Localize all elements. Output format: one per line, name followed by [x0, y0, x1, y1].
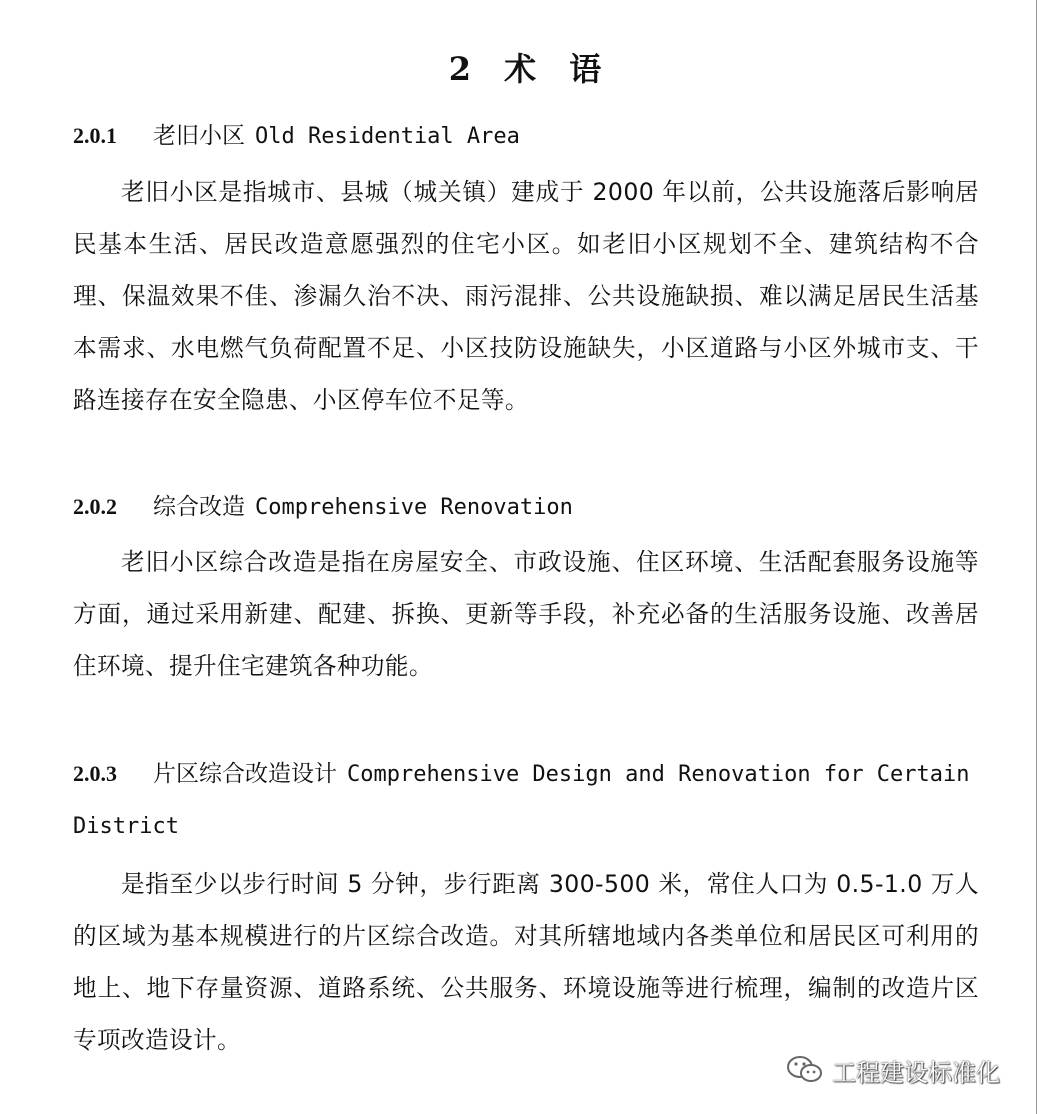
term-heading	[73, 110, 979, 163]
watermark-text: 工程建设标准化	[832, 1058, 1000, 1087]
page-edge-rule	[1036, 0, 1037, 1114]
term-heading	[73, 481, 979, 534]
chapter-title: 2 术 语	[448, 50, 604, 88]
term-name-cn: 老旧小区	[153, 123, 245, 149]
term-number: 2.0.2	[73, 494, 117, 519]
term-name-cn: 片区综合改造设计	[153, 761, 337, 787]
term-name-en-continued: District	[73, 814, 179, 839]
term-heading	[73, 748, 979, 853]
term-definition: 老旧小区综合改造是指在房屋安全、市政设施、住区环境、生活配套服务设施等方面，通过采用新建、配建、拆换、更新等手段，补充必备的生活服务设施、改善居住环境、提升住宅建筑各种功能。	[73, 548, 979, 680]
wechat-icon	[786, 1055, 824, 1085]
term-name-en: Comprehensive Design and Renovation for Certain	[347, 762, 970, 787]
term-name-en: Old Residential Area	[255, 124, 520, 149]
source-watermark	[786, 1050, 1000, 1090]
term-name-en: Comprehensive Renovation	[255, 495, 573, 520]
term-definition: 老旧小区是指城市、县城（城关镇）建成于 2000 年以前，公共设施落后影响居民基本生活、居民改造意愿强烈的住宅小区。如老旧小区规划不全、建筑结构不合理、保温效果不佳、渗漏久治不决、雨污混排、公共设施缺损、难以满足居民生活基本需求、水电燃气负荷配置不足、小区技防设施缺失，小区道路与小区外城市支、干路连接存在安全隐患、小区停车位不足等。	[73, 178, 979, 414]
term-number: 2.0.3	[73, 761, 117, 786]
term-name-cn: 综合改造	[153, 494, 245, 520]
term-number: 2.0.1	[73, 123, 117, 148]
term-definition: 是指至少以步行时间 5 分钟，步行距离 300-500 米，常住人口为 0.5-1.0 万人的区域为基本规模进行的片区综合改造。对其所辖地域内各类单位和居民区可利用的地上、地下存量资源、道路系统、公共服务、环境设施等进行梳理，编制的改造片区专项改造设计。	[73, 870, 979, 1054]
